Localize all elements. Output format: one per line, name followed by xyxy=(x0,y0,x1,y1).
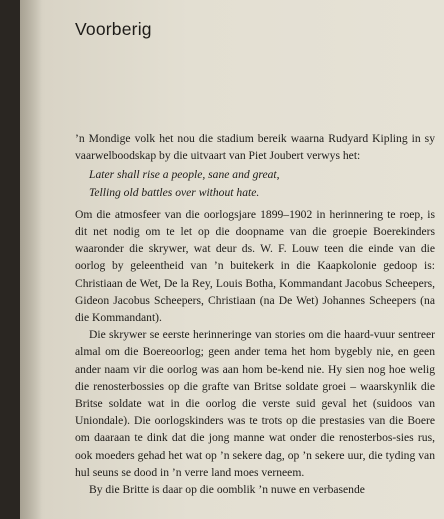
page-title: Voorberig xyxy=(75,19,152,39)
quotation xyxy=(89,166,435,200)
paragraph-intro: ’n Mondige volk het nou die stadium bereik waarna Rudyard Kipling in sy vaarwelboodskap by die uitvaart van Piet Joubert verwys het: xyxy=(75,132,435,163)
body-text xyxy=(75,130,435,498)
paragraph-4: By die Britte is daar op die oomblik ’n nuwe en verbasende xyxy=(89,483,365,497)
book-page xyxy=(20,0,444,519)
quote-line-2: Telling old battles over without hate. xyxy=(89,185,260,199)
page-gutter-shadow xyxy=(20,0,42,519)
paragraph-2: Om die atmosfeer van die oorlogsjare 1899–1902 in herinnering te roep, is dit net nodig om te let op die doopname van die groepie Boerekinders waaronder die skrywer, wat deur ds. W. F. Louw teen die einde van die oorlog by geleentheid van ’n buitekerk in die Kaapkolonie gedoop is: Christiaan de Wet, De la Rey, Louis Botha, Kommandant Jacobus Scheepers, Gideon Jacobus Scheepers, Christiaan (na De Wet) Johannes Scheepers (na die Kommandant). xyxy=(75,207,435,325)
paragraph-3: Die skrywer se eerste herinneringe van stories om die haard-vuur sentreer almal om die Boereoorlog; geen ander tema het hom bygebly nie, en geen ander naam vir die oorlog was aan hom be-kend nie. Hy sien nog hoe welig die renosterbossies op die grafte van Britse soldate groei – waarskynlik die Britse soldate wat in die oorlog die verste suid geval het (suidoos van Uniondale). Die oorlogskinders was te trots op die prestasies van die Boere om daaraan te dink dat die jong manne wat onder die renosterbos-sies rus, ook moeders gehad het wat op ’n sekere dag, op ’n sekere uur, die tyding van hul seuns se dood in ’n verre land moes verneem. xyxy=(75,328,435,479)
quote-line-1: Later shall rise a people, sane and great, xyxy=(89,168,280,182)
